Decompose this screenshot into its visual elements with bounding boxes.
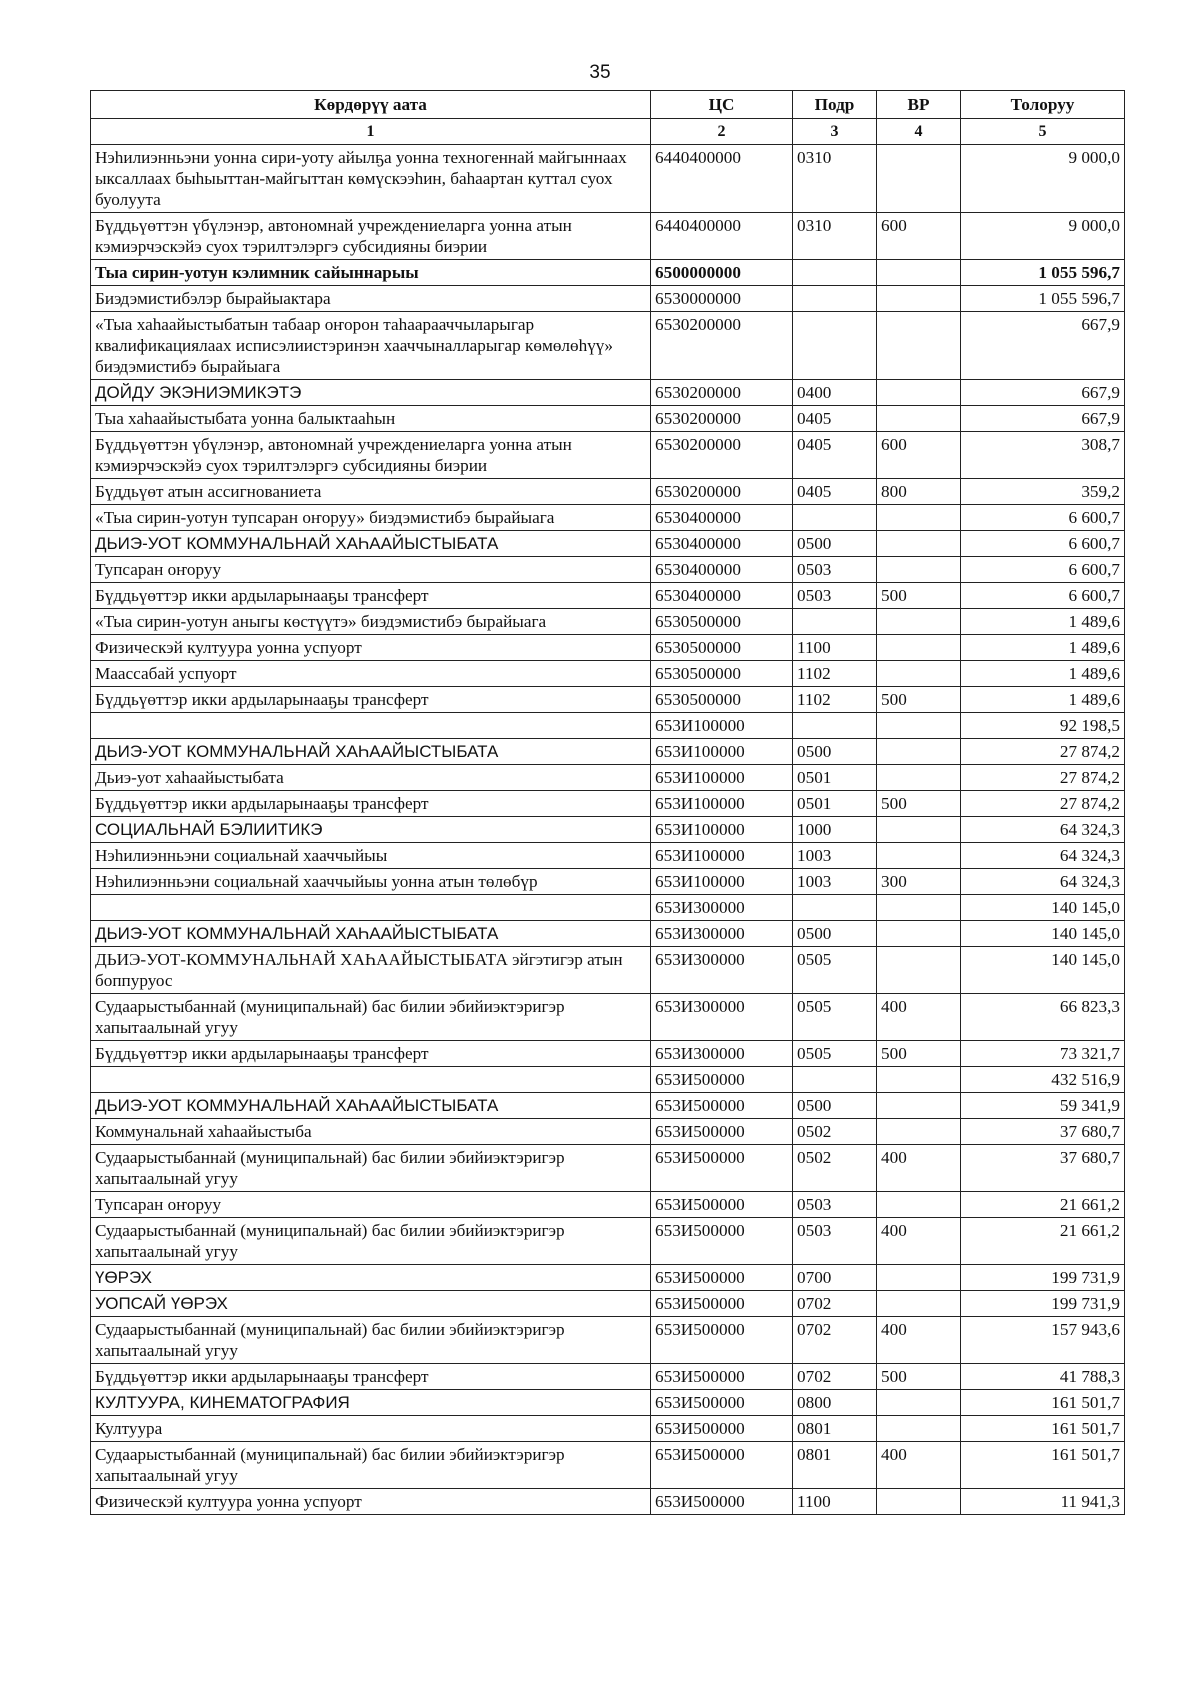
row-amount-cell: 37 680,7 [961, 1145, 1125, 1192]
header-number: 1 [91, 119, 651, 145]
row-name-cell: ДЬИЭ-УОТ-КОММУНАЛЬНАЙ ХАҺААЙЫСТЫБАТА эйгэтигэр атын боппуруос [91, 947, 651, 994]
row-amount-cell: 21 661,2 [961, 1192, 1125, 1218]
row-podr-cell: 0503 [793, 583, 877, 609]
row-cs-cell: 653И500000 [651, 1119, 793, 1145]
row-cs-cell: 6530200000 [651, 479, 793, 505]
row-amount-cell: 27 874,2 [961, 791, 1125, 817]
row-podr-cell: 0801 [793, 1442, 877, 1489]
row-podr-cell: 0505 [793, 994, 877, 1041]
row-amount-cell: 66 823,3 [961, 994, 1125, 1041]
row-podr-cell: 0503 [793, 1218, 877, 1265]
header-number: 4 [877, 119, 961, 145]
row-vr-cell [877, 661, 961, 687]
row-name-cell: Коммунальнай хаһаайыстыба [91, 1119, 651, 1145]
row-amount-cell: 667,9 [961, 312, 1125, 380]
row-podr-cell: 0505 [793, 1041, 877, 1067]
row-podr-cell: 0502 [793, 1145, 877, 1192]
table-row [91, 406, 1125, 432]
row-name-cell: Тупсаран оҥоруу [91, 1192, 651, 1218]
row-vr-cell: 500 [877, 1364, 961, 1390]
table-row [91, 479, 1125, 505]
row-name-cell: ҮӨРЭХ [91, 1265, 651, 1291]
row-cs-cell: 653И500000 [651, 1390, 793, 1416]
row-name-cell: Бүддьүөттэр икки ардыларынааҕы трансферт [91, 687, 651, 713]
table-row [91, 1145, 1125, 1192]
row-podr-cell [793, 713, 877, 739]
row-name-cell: Бүддьүөттэр икки ардыларынааҕы трансферт [91, 791, 651, 817]
row-name-cell: Нэһилиэнньэни уонна сири-уоту айылҕа уонна техногеннай майгыннаах ыксаллаах быһыыттан-майгыттан көмүскээһин, баһаартан куттал суох буолуута [91, 145, 651, 213]
row-vr-cell: 400 [877, 994, 961, 1041]
row-amount-cell: 1 489,6 [961, 687, 1125, 713]
row-podr-cell: 0501 [793, 791, 877, 817]
row-cs-cell: 6530200000 [651, 380, 793, 406]
row-amount-cell: 59 341,9 [961, 1093, 1125, 1119]
row-amount-cell: 64 324,3 [961, 817, 1125, 843]
row-name-cell: Дьиэ-уот хаһаайыстыбата [91, 765, 651, 791]
row-cs-cell: 653И300000 [651, 921, 793, 947]
row-podr-cell: 1100 [793, 1489, 877, 1515]
table-row [91, 661, 1125, 687]
header-number: 5 [961, 119, 1125, 145]
row-cs-cell: 6500000000 [651, 260, 793, 286]
row-amount-cell: 199 731,9 [961, 1291, 1125, 1317]
row-vr-cell [877, 380, 961, 406]
row-name-cell: ДЬИЭ-УОТ КОММУНАЛЬНАЙ ХАҺААЙЫСТЫБАТА [91, 739, 651, 765]
row-podr-cell: 1003 [793, 843, 877, 869]
table-row [91, 947, 1125, 994]
table-row [91, 869, 1125, 895]
row-vr-cell [877, 609, 961, 635]
row-amount-cell: 140 145,0 [961, 921, 1125, 947]
table-row [91, 713, 1125, 739]
row-cs-cell: 6530400000 [651, 505, 793, 531]
row-name-cell: «Тыа хаһаайыстыбатын табаар оҥорон таһаарааччыларыгар квалификациялаах исписэлиистэринэн хааччыналларыгар көмөлөһүү» биэдэмистибэ бырайыага [91, 312, 651, 380]
table-row [91, 635, 1125, 661]
row-name-cell: Бүддьүөттэр икки ардыларынааҕы трансферт [91, 1041, 651, 1067]
row-cs-cell: 653И300000 [651, 994, 793, 1041]
table-row [91, 505, 1125, 531]
table-row [91, 739, 1125, 765]
row-podr-cell: 0310 [793, 145, 877, 213]
row-amount-cell: 9 000,0 [961, 213, 1125, 260]
table-row [91, 260, 1125, 286]
row-podr-cell [793, 312, 877, 380]
budget-table [90, 90, 1125, 1515]
row-podr-cell: 0503 [793, 1192, 877, 1218]
row-vr-cell [877, 1067, 961, 1093]
row-amount-cell: 9 000,0 [961, 145, 1125, 213]
row-podr-cell: 0502 [793, 1119, 877, 1145]
table-row [91, 1364, 1125, 1390]
table-row [91, 687, 1125, 713]
table-row [91, 1192, 1125, 1218]
table-row [91, 609, 1125, 635]
row-cs-cell: 6530000000 [651, 286, 793, 312]
row-cs-cell: 653И500000 [651, 1093, 793, 1119]
row-vr-cell [877, 1192, 961, 1218]
row-cs-cell: 653И100000 [651, 817, 793, 843]
row-vr-cell [877, 1390, 961, 1416]
table-row [91, 895, 1125, 921]
row-cs-cell: 6530200000 [651, 406, 793, 432]
row-vr-cell: 600 [877, 213, 961, 260]
row-podr-cell [793, 609, 877, 635]
row-podr-cell: 0405 [793, 479, 877, 505]
row-podr-cell: 1000 [793, 817, 877, 843]
table-row [91, 286, 1125, 312]
row-amount-cell: 667,9 [961, 406, 1125, 432]
row-podr-cell: 1003 [793, 869, 877, 895]
row-name-cell: Судаарыстыбаннай (муниципальнай) бас билии эбийиэктэригэр хапытаалынай угуу [91, 1218, 651, 1265]
row-podr-cell: 0501 [793, 765, 877, 791]
row-vr-cell [877, 765, 961, 791]
row-cs-cell: 653И500000 [651, 1442, 793, 1489]
row-cs-cell: 6530500000 [651, 687, 793, 713]
row-name-cell: Бүддьүөттэр икки ардыларынааҕы трансферт [91, 1364, 651, 1390]
row-name-cell: КУЛТУУРА, КИНЕМАТОГРАФИЯ [91, 1390, 651, 1416]
row-amount-cell: 161 501,7 [961, 1390, 1125, 1416]
row-name-cell: Нэһилиэнньэни социальнай хааччыйыы [91, 843, 651, 869]
row-name-cell: Физическэй култуура уонна успуорт [91, 1489, 651, 1515]
row-name-cell: УОПСАЙ ҮӨРЭХ [91, 1291, 651, 1317]
table-row [91, 1067, 1125, 1093]
table-row [91, 145, 1125, 213]
table-row [91, 817, 1125, 843]
row-name-cell: Судаарыстыбаннай (муниципальнай) бас билии эбийиэктэригэр хапытаалынай угуу [91, 1317, 651, 1364]
row-amount-cell: 308,7 [961, 432, 1125, 479]
table-row [91, 583, 1125, 609]
row-vr-cell [877, 1489, 961, 1515]
row-podr-cell: 0505 [793, 947, 877, 994]
row-cs-cell: 653И500000 [651, 1067, 793, 1093]
table-row [91, 791, 1125, 817]
row-vr-cell: 500 [877, 687, 961, 713]
row-vr-cell: 600 [877, 432, 961, 479]
row-name-cell: «Тыа сирин-уотун аныгы көстүүтэ» биэдэмистибэ бырайыага [91, 609, 651, 635]
row-vr-cell [877, 531, 961, 557]
row-name-cell: ДОЙДУ ЭКЭНИЭМИКЭТЭ [91, 380, 651, 406]
row-amount-cell: 1 489,6 [961, 661, 1125, 687]
row-vr-cell [877, 1416, 961, 1442]
row-cs-cell: 653И100000 [651, 713, 793, 739]
row-podr-cell [793, 1067, 877, 1093]
row-name-cell: Судаарыстыбаннай (муниципальнай) бас билии эбийиэктэригэр хапытаалынай угуу [91, 1145, 651, 1192]
row-name-cell: Тупсаран оҥоруу [91, 557, 651, 583]
row-cs-cell: 6530500000 [651, 635, 793, 661]
table-row [91, 432, 1125, 479]
row-podr-cell: 1102 [793, 687, 877, 713]
row-amount-cell: 27 874,2 [961, 765, 1125, 791]
table-row [91, 557, 1125, 583]
table-row [91, 1390, 1125, 1416]
row-amount-cell: 667,9 [961, 380, 1125, 406]
row-podr-cell: 0700 [793, 1265, 877, 1291]
row-name-cell: Нэһилиэнньэни социальнай хааччыйыы уонна атын төлөбүр [91, 869, 651, 895]
row-cs-cell: 6530400000 [651, 557, 793, 583]
header-vr: ВР [877, 91, 961, 119]
row-vr-cell [877, 713, 961, 739]
row-vr-cell: 400 [877, 1317, 961, 1364]
row-amount-cell: 92 198,5 [961, 713, 1125, 739]
header-podr: Подр [793, 91, 877, 119]
header-cs: ЦС [651, 91, 793, 119]
header-indicator-name: Көрдөрүү аата [91, 91, 651, 119]
row-vr-cell [877, 1291, 961, 1317]
row-amount-cell: 6 600,7 [961, 583, 1125, 609]
row-amount-cell: 27 874,2 [961, 739, 1125, 765]
table-header [91, 91, 1125, 145]
row-name-cell: Бүддьүөт атын ассигнованиета [91, 479, 651, 505]
row-amount-cell: 64 324,3 [961, 869, 1125, 895]
row-vr-cell: 400 [877, 1218, 961, 1265]
page-number: 35 [589, 62, 611, 83]
row-amount-cell: 157 943,6 [961, 1317, 1125, 1364]
row-amount-cell: 161 501,7 [961, 1416, 1125, 1442]
row-podr-cell: 0500 [793, 739, 877, 765]
row-vr-cell [877, 921, 961, 947]
row-amount-cell: 1 489,6 [961, 635, 1125, 661]
row-vr-cell [877, 505, 961, 531]
row-cs-cell: 653И500000 [651, 1416, 793, 1442]
row-vr-cell [877, 145, 961, 213]
row-podr-cell [793, 260, 877, 286]
row-vr-cell: 500 [877, 791, 961, 817]
row-name-cell [91, 1067, 651, 1093]
row-amount-cell: 140 145,0 [961, 947, 1125, 994]
row-vr-cell [877, 635, 961, 661]
table-row [91, 312, 1125, 380]
row-amount-cell: 37 680,7 [961, 1119, 1125, 1145]
header-number: 2 [651, 119, 793, 145]
row-vr-cell: 300 [877, 869, 961, 895]
row-cs-cell: 653И100000 [651, 739, 793, 765]
row-cs-cell: 653И100000 [651, 765, 793, 791]
row-vr-cell [877, 1093, 961, 1119]
row-name-cell [91, 895, 651, 921]
row-podr-cell: 0702 [793, 1317, 877, 1364]
row-name-cell: Биэдэмистибэлэр бырайыактара [91, 286, 651, 312]
header-number-row [91, 119, 1125, 145]
row-name-cell: Судаарыстыбаннай (муниципальнай) бас билии эбийиэктэригэр хапытаалынай угуу [91, 1442, 651, 1489]
table-row [91, 1317, 1125, 1364]
row-amount-cell: 6 600,7 [961, 531, 1125, 557]
row-amount-cell: 1 055 596,7 [961, 260, 1125, 286]
table-row [91, 1291, 1125, 1317]
row-name-cell: ДЬИЭ-УОТ КОММУНАЛЬНАЙ ХАҺААЙЫСТЫБАТА [91, 1093, 651, 1119]
row-amount-cell: 6 600,7 [961, 505, 1125, 531]
row-cs-cell: 653И500000 [651, 1489, 793, 1515]
row-vr-cell: 500 [877, 1041, 961, 1067]
row-cs-cell: 6530500000 [651, 609, 793, 635]
row-podr-cell: 0310 [793, 213, 877, 260]
row-podr-cell: 0503 [793, 557, 877, 583]
row-name-cell: Бүддьүөттэн үбүлэнэр, автономнай учреждениеларга уонна атын кэмиэрчэскэйэ суох тэрилтэлэргэ субсидияны биэрии [91, 432, 651, 479]
row-cs-cell: 6530400000 [651, 531, 793, 557]
row-cs-cell: 653И300000 [651, 895, 793, 921]
row-name-cell: Судаарыстыбаннай (муниципальнай) бас билии эбийиэктэригэр хапытаалынай угуу [91, 994, 651, 1041]
row-name-cell: Бүддьүөттэн үбүлэнэр, автономнай учреждениеларга уонна атын кэмиэрчэскэйэ суох тэрилтэлэргэ субсидияны биэрии [91, 213, 651, 260]
row-name-cell: Тыа хаһаайыстыбата уонна балыктааһын [91, 406, 651, 432]
row-vr-cell: 400 [877, 1145, 961, 1192]
row-podr-cell [793, 286, 877, 312]
row-podr-cell: 0405 [793, 432, 877, 479]
table-row [91, 921, 1125, 947]
header-row [91, 91, 1125, 119]
row-cs-cell: 653И500000 [651, 1192, 793, 1218]
row-cs-cell: 653И100000 [651, 869, 793, 895]
row-cs-cell: 653И300000 [651, 947, 793, 994]
row-vr-cell [877, 406, 961, 432]
row-cs-cell: 653И500000 [651, 1317, 793, 1364]
table-body [91, 145, 1125, 1515]
row-vr-cell [877, 1119, 961, 1145]
row-amount-cell: 1 489,6 [961, 609, 1125, 635]
table-row [91, 843, 1125, 869]
row-vr-cell [877, 843, 961, 869]
row-name-cell: Физическэй култуура уонна успуорт [91, 635, 651, 661]
row-name-cell: Бүддьүөттэр икки ардыларынааҕы трансферт [91, 583, 651, 609]
row-amount-cell: 21 661,2 [961, 1218, 1125, 1265]
table-row [91, 1093, 1125, 1119]
header-amount: Толоруу [961, 91, 1125, 119]
row-vr-cell [877, 817, 961, 843]
row-cs-cell: 6530200000 [651, 312, 793, 380]
row-cs-cell: 6530200000 [651, 432, 793, 479]
row-cs-cell: 653И500000 [651, 1364, 793, 1390]
row-vr-cell [877, 286, 961, 312]
table-row [91, 1041, 1125, 1067]
row-vr-cell [877, 739, 961, 765]
row-cs-cell: 6530400000 [651, 583, 793, 609]
row-cs-cell: 653И300000 [651, 1041, 793, 1067]
row-cs-cell: 653И500000 [651, 1291, 793, 1317]
table-row [91, 1489, 1125, 1515]
row-vr-cell: 800 [877, 479, 961, 505]
row-vr-cell [877, 260, 961, 286]
row-vr-cell [877, 895, 961, 921]
row-vr-cell: 500 [877, 583, 961, 609]
row-podr-cell: 0500 [793, 531, 877, 557]
row-podr-cell [793, 895, 877, 921]
row-vr-cell [877, 312, 961, 380]
row-vr-cell [877, 557, 961, 583]
row-cs-cell: 6440400000 [651, 145, 793, 213]
table-row [91, 1218, 1125, 1265]
row-amount-cell: 140 145,0 [961, 895, 1125, 921]
row-amount-cell: 6 600,7 [961, 557, 1125, 583]
row-podr-cell: 0500 [793, 921, 877, 947]
row-podr-cell: 0702 [793, 1291, 877, 1317]
row-name-cell: ДЬИЭ-УОТ КОММУНАЛЬНАЙ ХАҺААЙЫСТЫБАТА [91, 921, 651, 947]
table-row [91, 213, 1125, 260]
row-amount-cell: 161 501,7 [961, 1442, 1125, 1489]
row-name-cell: Тыа сирин-уотун кэлимник сайыннарыы [91, 260, 651, 286]
row-podr-cell: 0405 [793, 406, 877, 432]
table-row [91, 531, 1125, 557]
row-amount-cell: 199 731,9 [961, 1265, 1125, 1291]
row-podr-cell: 0400 [793, 380, 877, 406]
row-cs-cell: 653И100000 [651, 791, 793, 817]
row-amount-cell: 64 324,3 [961, 843, 1125, 869]
row-podr-cell [793, 505, 877, 531]
row-podr-cell: 0500 [793, 1093, 877, 1119]
row-amount-cell: 432 516,9 [961, 1067, 1125, 1093]
table-row [91, 994, 1125, 1041]
table-row [91, 1119, 1125, 1145]
row-podr-cell: 0800 [793, 1390, 877, 1416]
row-cs-cell: 653И500000 [651, 1218, 793, 1265]
row-vr-cell [877, 1265, 961, 1291]
row-name-cell: СОЦИАЛЬНАЙ БЭЛИИТИКЭ [91, 817, 651, 843]
row-amount-cell: 1 055 596,7 [961, 286, 1125, 312]
row-name-cell [91, 713, 651, 739]
row-name-cell: ДЬИЭ-УОТ КОММУНАЛЬНАЙ ХАҺААЙЫСТЫБАТА [91, 531, 651, 557]
row-podr-cell: 0801 [793, 1416, 877, 1442]
row-name-cell: Маассабай успуорт [91, 661, 651, 687]
row-podr-cell: 1100 [793, 635, 877, 661]
table-row [91, 765, 1125, 791]
header-number: 3 [793, 119, 877, 145]
row-amount-cell: 73 321,7 [961, 1041, 1125, 1067]
row-podr-cell: 0702 [793, 1364, 877, 1390]
row-cs-cell: 6440400000 [651, 213, 793, 260]
table-row [91, 1416, 1125, 1442]
row-amount-cell: 11 941,3 [961, 1489, 1125, 1515]
row-name-cell: Култуура [91, 1416, 651, 1442]
table-row [91, 1265, 1125, 1291]
row-name-cell: «Тыа сирин-уотун тупсаран оҥоруу» биэдэмистибэ бырайыага [91, 505, 651, 531]
row-cs-cell: 653И100000 [651, 843, 793, 869]
row-cs-cell: 653И500000 [651, 1145, 793, 1192]
table-row [91, 1442, 1125, 1489]
row-amount-cell: 41 788,3 [961, 1364, 1125, 1390]
row-vr-cell: 400 [877, 1442, 961, 1489]
row-cs-cell: 653И500000 [651, 1265, 793, 1291]
row-podr-cell: 1102 [793, 661, 877, 687]
row-vr-cell [877, 947, 961, 994]
row-cs-cell: 6530500000 [651, 661, 793, 687]
table-row [91, 380, 1125, 406]
row-amount-cell: 359,2 [961, 479, 1125, 505]
